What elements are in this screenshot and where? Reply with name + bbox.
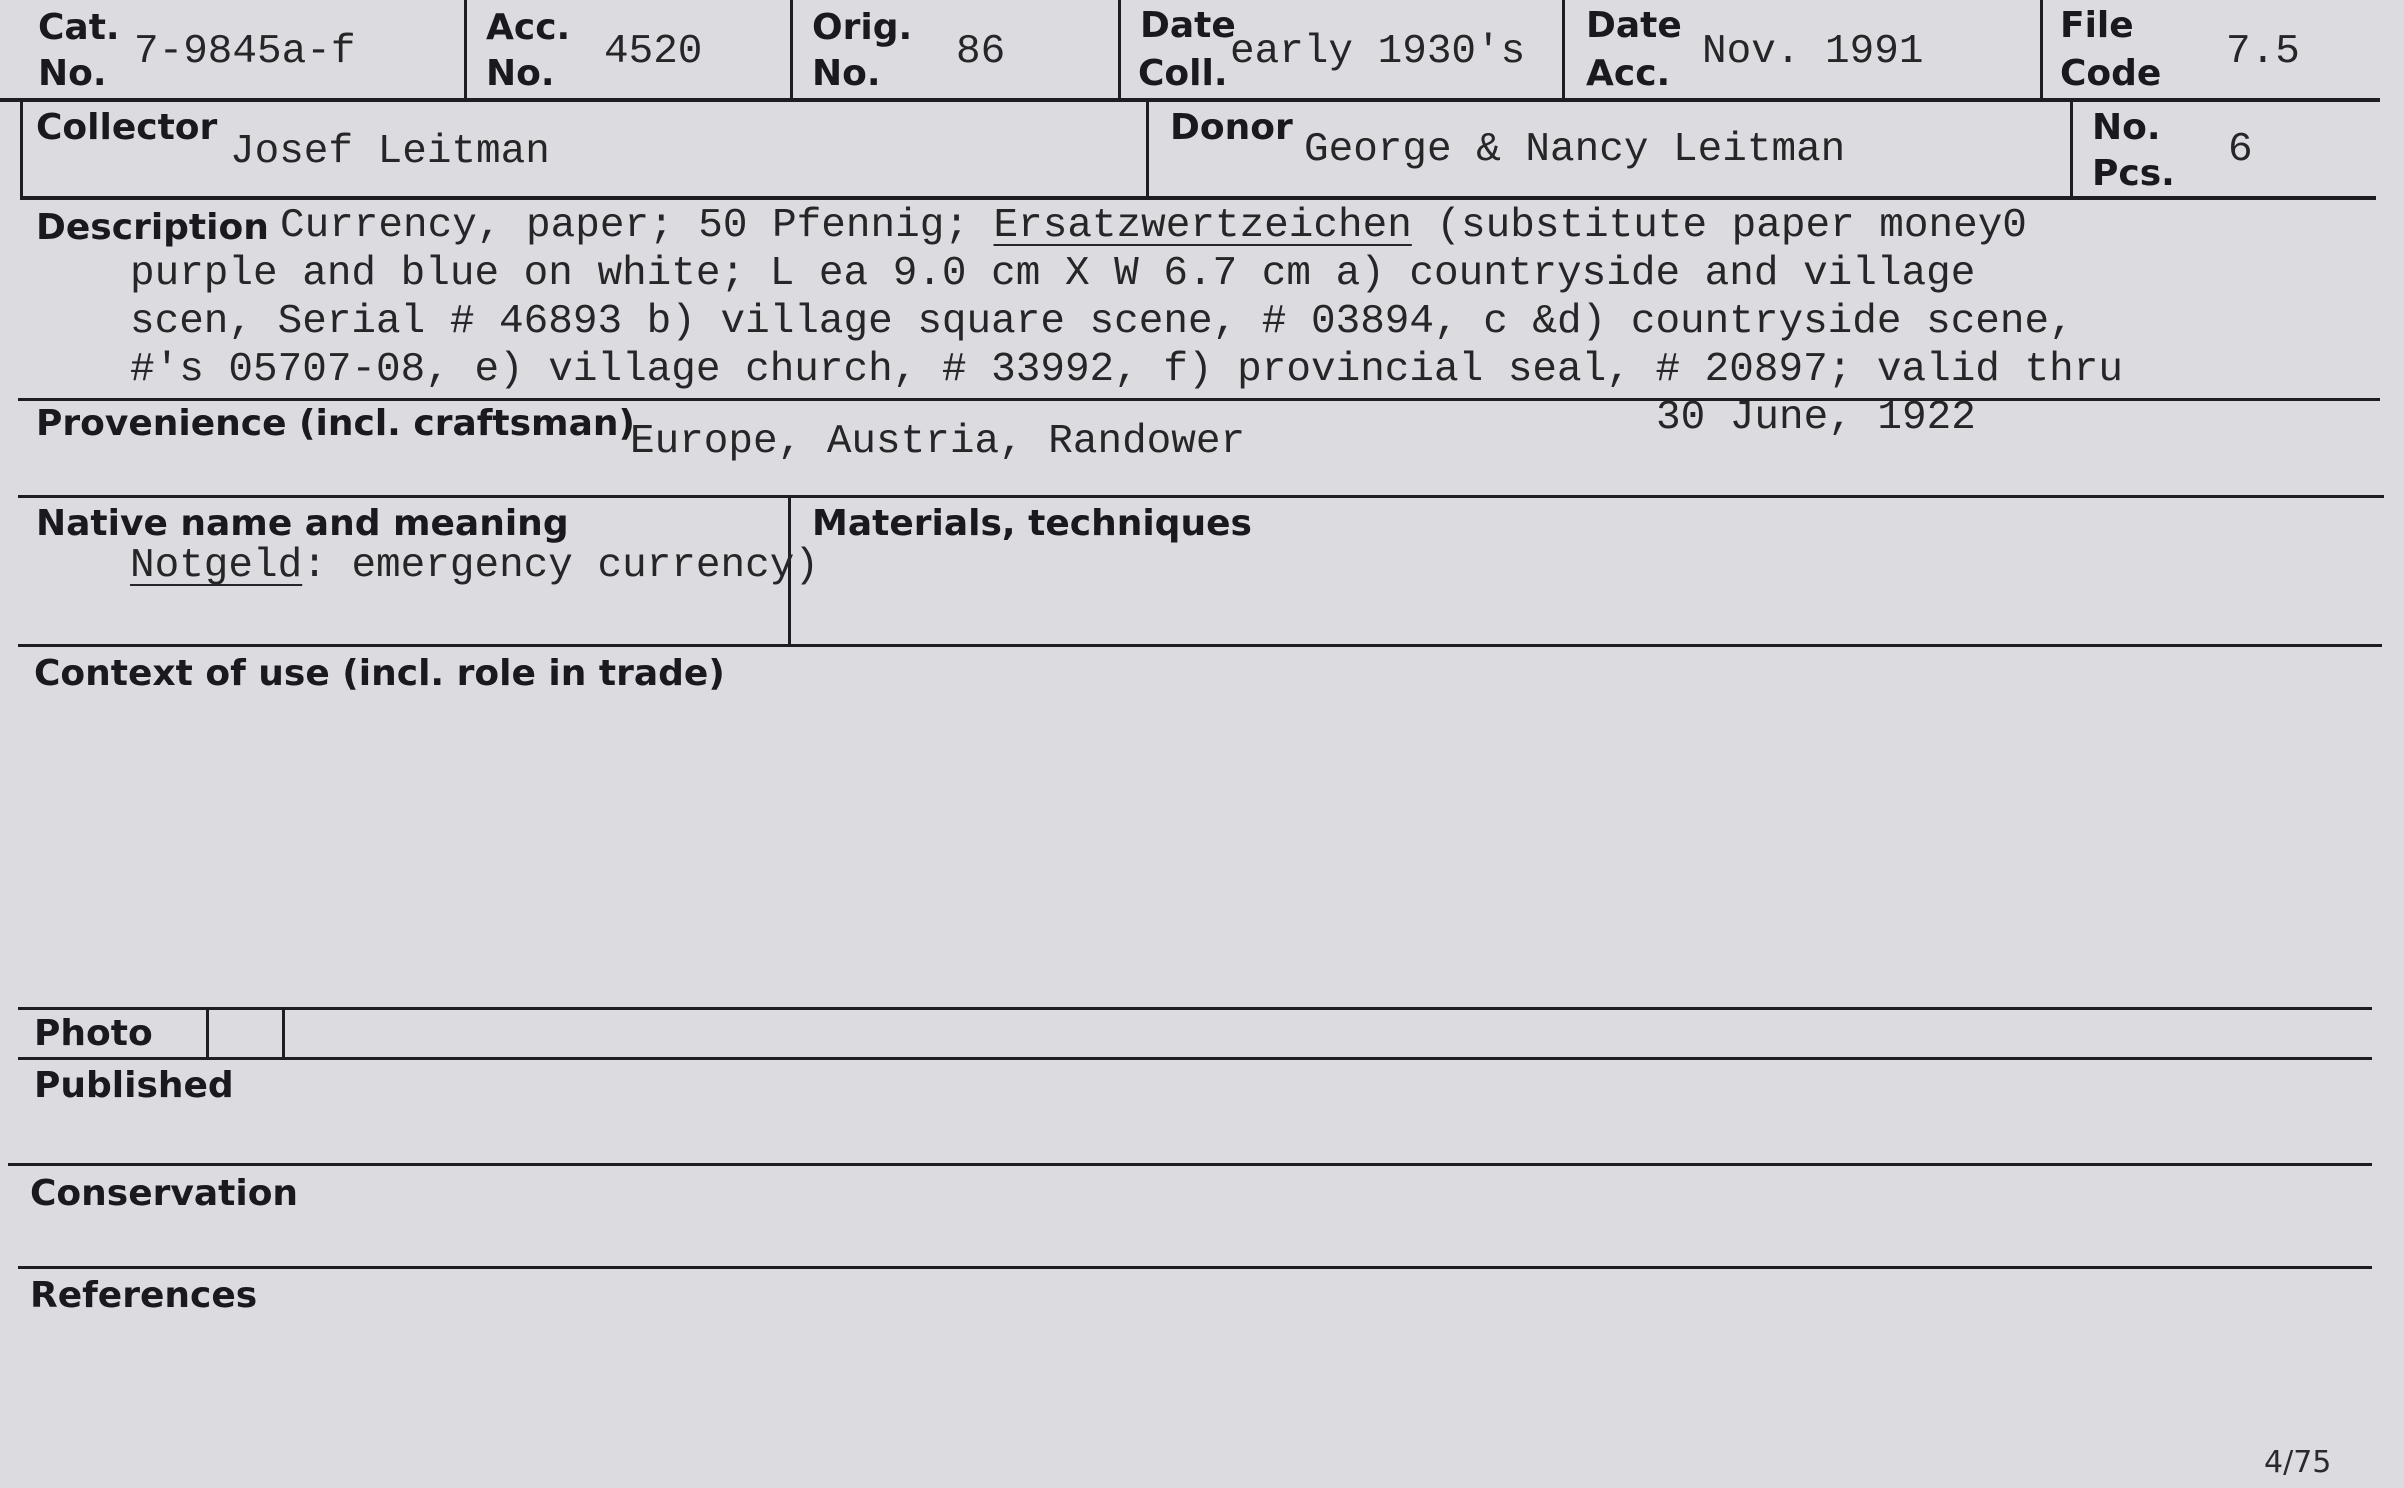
form-code: 4/75 — [2264, 1445, 2332, 1480]
valid-thru-date: 30 June, 1922 — [1656, 395, 1976, 441]
cat-no-label-2: No. — [38, 53, 107, 94]
pcs-label-1: No. — [2092, 107, 2161, 148]
pcs-label-2: Pcs. — [2092, 153, 2175, 194]
date-coll-label-2: Coll. — [1138, 53, 1228, 94]
file-code-value: 7.5 — [2226, 29, 2300, 75]
row2-divider-1 — [1146, 100, 1149, 196]
row2-divider-2 — [2070, 100, 2073, 196]
materials-label: Materials, techniques — [812, 503, 1252, 544]
context-label: Context of use (incl. role in trade) — [34, 653, 725, 694]
published-label: Published — [34, 1065, 234, 1106]
photo-box-divider-2 — [282, 1008, 285, 1058]
header-bottom-rule — [0, 98, 2380, 102]
file-code-label-1: File — [2060, 5, 2134, 46]
donor-value: George & Nancy Leitman — [1304, 127, 1846, 173]
ersatzwertzeichen-term: Ersatzwertzeichen — [993, 203, 1412, 249]
published-bottom-rule — [8, 1163, 2372, 1166]
acc-no-label-2: No. — [486, 53, 555, 94]
native-name-value: Notgeld: emergency currency) — [130, 543, 819, 589]
pcs-value: 6 — [2228, 127, 2253, 173]
provenience-value: Europe, Austria, Randower — [630, 419, 1246, 465]
cat-no-value: 7-9845a-f — [134, 29, 356, 75]
header-divider-5 — [2040, 0, 2043, 100]
orig-no-value: 86 — [956, 29, 1006, 75]
description-bottom-rule — [18, 398, 2380, 401]
date-acc-value: Nov. 1991 — [1702, 29, 1924, 75]
description-label: Description — [36, 207, 269, 248]
provenience-label: Provenience (incl. craftsman) — [36, 403, 635, 444]
date-acc-label-1: Date — [1586, 5, 1682, 46]
conservation-bottom-rule — [18, 1266, 2372, 1269]
date-acc-label-2: Acc. — [1586, 53, 1671, 94]
native-name-label: Native name and meaning — [36, 503, 569, 544]
description-line-1: Currency, paper; 50 Pfennig; Ersatzwertzeichen (substitute paper money0 — [280, 203, 2027, 249]
conservation-label: Conservation — [30, 1173, 299, 1214]
notgeld-term: Notgeld — [130, 543, 303, 589]
orig-no-label-2: No. — [812, 53, 881, 94]
header-divider-4 — [1562, 0, 1565, 100]
header-divider-3 — [1118, 0, 1121, 100]
header-divider-1 — [464, 0, 467, 100]
acc-no-label-1: Acc. — [486, 7, 571, 48]
file-code-label-2: Code — [2060, 53, 2162, 94]
photo-label: Photo — [34, 1013, 153, 1054]
orig-no-label-1: Orig. — [812, 7, 913, 48]
date-coll-label-1: Date — [1140, 5, 1236, 46]
description-line-4: #'s 05707-08, e) village church, # 33992, f) provincial seal, # 20897; valid thru — [130, 347, 2123, 393]
date-coll-value: early 1930's — [1230, 29, 1526, 75]
photo-box-divider-1 — [206, 1008, 209, 1058]
header-divider-2 — [790, 0, 793, 100]
collector-value: Josef Leitman — [230, 129, 550, 175]
row2-left-border — [20, 100, 23, 196]
description-line-3: scen, Serial # 46893 b) village square scene, # 03894, c &d) countryside scene, — [130, 299, 2074, 345]
collector-label: Collector — [36, 107, 218, 148]
references-label: References — [30, 1275, 258, 1316]
photo-bottom-rule — [18, 1057, 2372, 1060]
row2-bottom-rule — [20, 196, 2376, 200]
native-bottom-rule — [18, 644, 2382, 647]
description-line-2: purple and blue on white; L ea 9.0 cm X W 6.7 cm a) countryside and village — [130, 251, 1976, 297]
acc-no-value: 4520 — [604, 29, 703, 75]
photo-top-rule — [18, 1007, 2372, 1010]
provenience-bottom-rule — [18, 495, 2384, 498]
donor-label: Donor — [1170, 107, 1293, 148]
cat-no-label-1: Cat. — [38, 7, 120, 48]
